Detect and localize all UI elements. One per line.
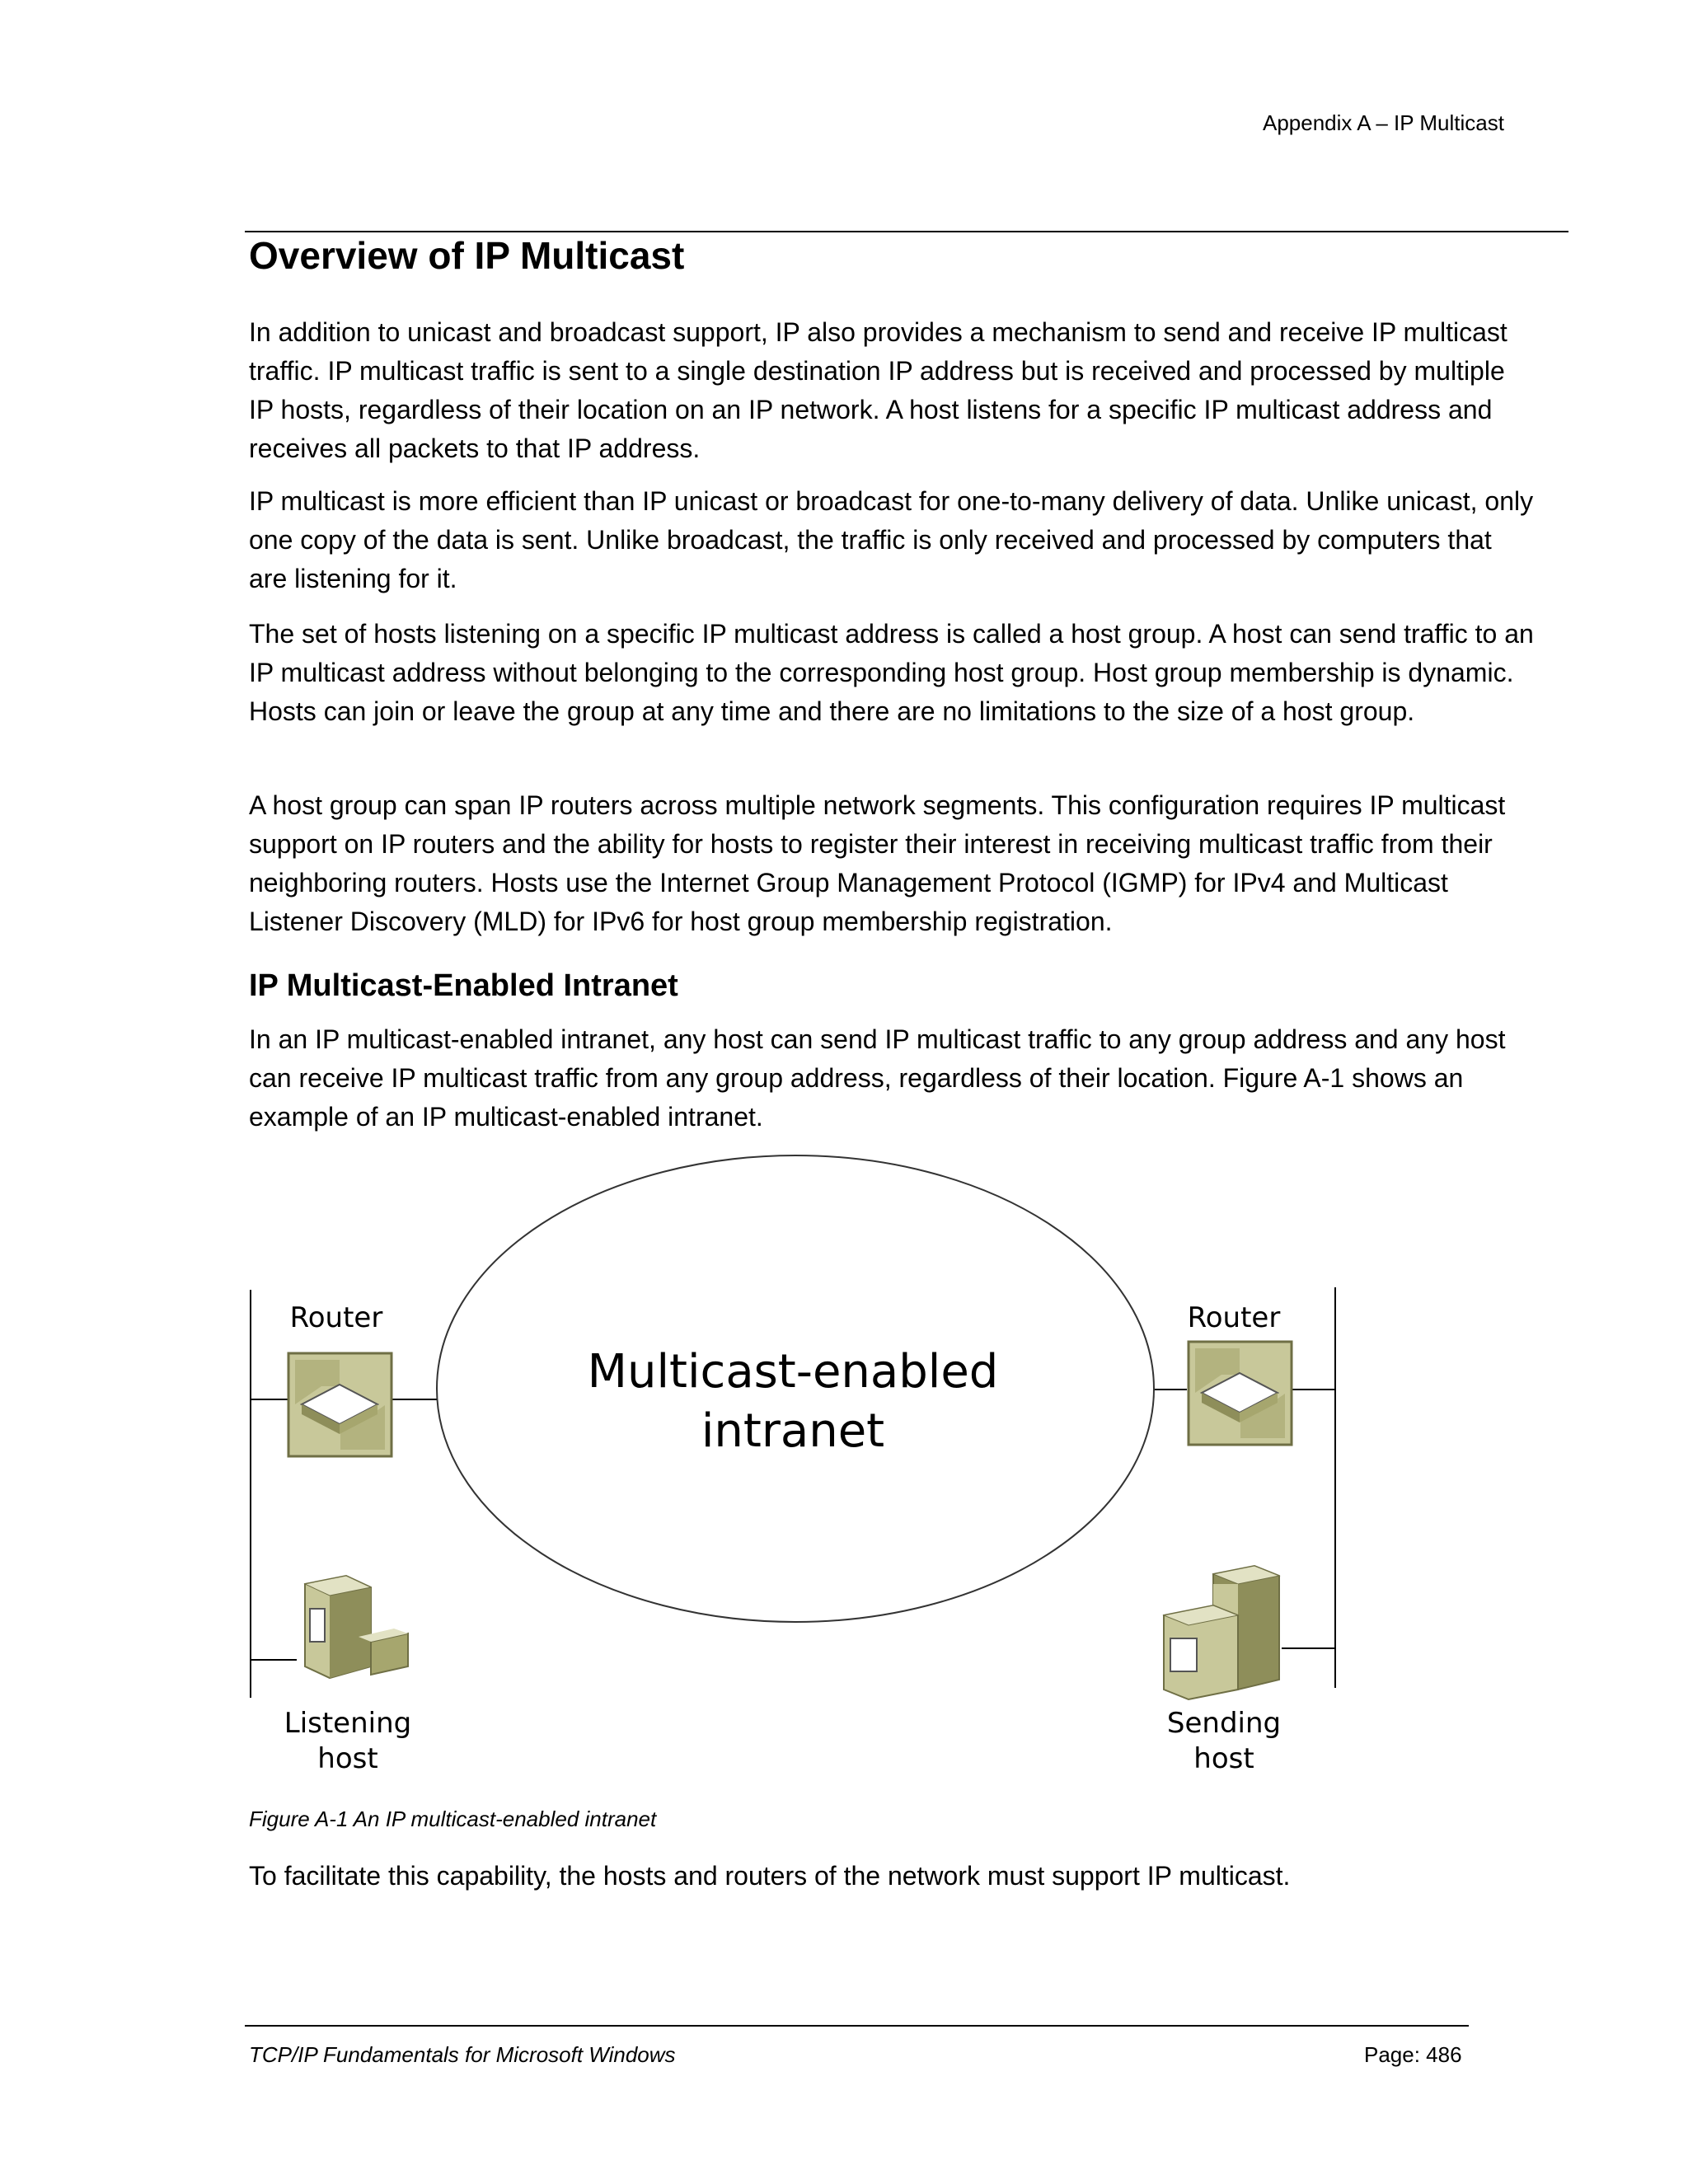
left-router-icon <box>288 1353 392 1456</box>
right-router-label: Router <box>1187 1301 1281 1334</box>
footer-rule <box>245 2025 1469 2027</box>
paragraph-1: In addition to unicast and broadcast support, IP also provides a mechanism to send and receive IP multicast traffic. IP multicast traffic is sent to a single destination IP address but is received and processed by multiple IP hosts, regardless of their location on an IP network. A host listens for a specific IP multicast address and receives all packets to that IP address. <box>249 317 1507 463</box>
section-title: Overview of IP Multicast <box>249 234 685 277</box>
subsection-paragraph: In an IP multicast-enabled intranet, any host can send IP multicast traffic to any group address and any host can receive IP multicast traffic from any group address, regardless of their location. Figure A-1 shows an example of an IP multicast-enabled intranet. <box>249 1024 1506 1132</box>
paragraph-4: A host group can span IP routers across multiple network segments. This configuration requires IP multicast support on IP routers and the ability for hosts to register their interest in receiving multicast traffic from their neighboring routers. Hosts use the Internet Group Management Protocol (IGMP) for IPv4 and Multicast Listener Discovery (MLD) for IPv6 for host group membership registration. <box>249 790 1506 936</box>
listening-host-label-line1: Listening <box>284 1707 412 1740</box>
cloud-label-line2: intranet <box>701 1404 885 1458</box>
header-rule <box>245 231 1568 232</box>
cloud-label-line1: Multicast-enabled <box>587 1345 999 1399</box>
paragraph-2: IP multicast is more efficient than IP unicast or broadcast for one-to-many delivery of data. Unlike unicast, only one copy of the data is sent. Unlike broadcast, the traffic is only received and processed by computers that are listening for it. <box>249 486 1534 593</box>
figure-caption: Figure A-1 An IP multicast-enabled intranet <box>249 1807 657 1831</box>
listening-host-computer-icon <box>305 1576 408 1678</box>
footer-book-title: TCP/IP Fundamentals for Microsoft Windows <box>249 2042 676 2067</box>
footer-page-number: Page: 486 <box>1364 2042 1462 2067</box>
network-figure <box>239 1154 1352 1797</box>
sending-host-label-line1: Sending <box>1166 1707 1282 1740</box>
right-router-icon <box>1189 1342 1292 1445</box>
sending-host-label-line2: host <box>1193 1742 1254 1775</box>
sending-host-server-icon <box>1164 1566 1279 1699</box>
closing-paragraph: To facilitate this capability, the hosts and routers of the network must support IP multicast. <box>249 1861 1291 1891</box>
subsection-title: IP Multicast-Enabled Intranet <box>249 968 678 1003</box>
left-router-label: Router <box>289 1301 383 1334</box>
running-header: Appendix A – IP Multicast <box>1263 110 1504 135</box>
listening-host-label-line2: host <box>317 1742 378 1775</box>
paragraph-3: The set of hosts listening on a specific IP multicast address is called a host group. A host can send traffic to an IP multicast address without belonging to the corresponding host group. Host group membership is dynamic. Hosts can join or leave the group at any time and there are no limitations to the size of a host group. <box>249 619 1534 726</box>
